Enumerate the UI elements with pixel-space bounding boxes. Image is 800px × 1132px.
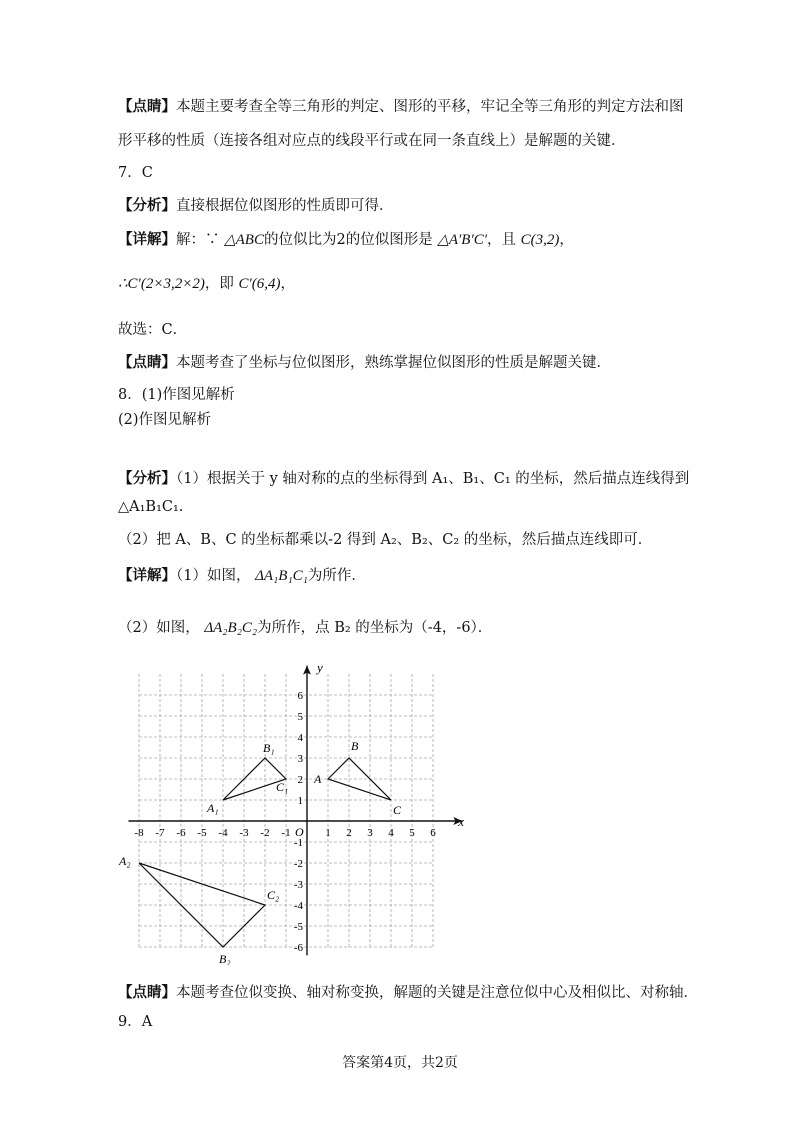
line-text: 形平移的性质（连接各组对应点的线段平行或在同一条直线上）是解题的关键． [118,133,626,149]
line-formula [118,274,295,294]
math-triangle-abc: △ABC [224,232,264,248]
x-tick-label: -5 [197,827,207,839]
line-text: 为所作． [307,568,366,584]
y-axis-label: y [317,665,323,675]
math-triangle-a2b2c2: ΔA₂B₂C₂ [204,620,258,636]
line-text: ，即 [204,276,234,292]
x-tick-label: -4 [218,827,228,839]
line-1 [118,97,684,117]
line-guxuan [118,320,187,340]
line-dianjing-8 [118,983,698,1003]
y-tick-label: 5 [297,711,303,723]
line-text: 直接根据位似图形的性质即可得． [176,198,394,214]
line-dianjing-7 [118,353,611,373]
line-text: ， [559,232,574,248]
line-triangle-a1 [118,497,183,517]
y-tick-label: -3 [293,879,303,891]
math-point-c: C(3,2) [520,232,560,248]
line-text: 为所作，点 B₂ 的坐标为（-4，-6）． [257,620,493,636]
line-text: 本题考查位似变换、轴对称变换，解题的关键是注意位似中心及相似比、对称轴． [176,985,698,1001]
line-xiangjie-8-2 [118,618,492,638]
math-c-prime: C′(6,4) [238,276,281,292]
y-tick-label: -6 [293,942,303,954]
tag-xiangjie: 【详解】 [118,567,176,584]
y-tick-label: 4 [297,732,303,744]
x-tick-label: 4 [388,827,394,839]
math-triangle-a-prime: △A′B′C′ [437,232,488,248]
vertex-label: A₂ [119,854,131,868]
line-text: ，且 [487,232,517,248]
line-text: （2）如图， [118,620,200,636]
tag-dianjing: 【点睛】 [118,98,176,115]
y-tick-label: -4 [293,900,303,912]
line-xiangjie-7 [118,230,574,250]
vertex-label: C [393,803,402,817]
page-footer: 答案第4页，共2页 [342,1055,458,1071]
line-xiangjie-8-1 [118,566,366,586]
line-text: 本题考查了坐标与位似图形，熟练掌握位似图形的性质是解题关键． [176,355,611,371]
x-tick-label: -2 [260,827,270,839]
line-text: 的位似比为2的位似图形是 [263,232,433,248]
vertex-label: B₁ [263,741,275,755]
math-triangle-a1b1c1: ΔA₁B₁C₁ [255,568,308,584]
answer-8-2 [118,410,211,430]
coordinate-figure [118,665,488,965]
line-2 [118,131,626,151]
vertex-label: A [314,772,322,786]
x-tick-label: 2 [346,827,352,839]
vertex-label: C₂ [267,888,280,902]
line-text: 8．(1)作图见解析 [118,387,235,403]
tag-fenxi: 【分析】 [118,197,176,214]
tag-fenxi: 【分析】 [118,470,176,487]
line-text: 解：∵ [176,232,220,248]
x-tick-label: -7 [155,827,165,839]
y-tick-label: -2 [293,858,303,870]
y-tick-label: -5 [293,921,303,933]
vertex-label: A₁ [207,801,219,815]
x-axis-label: x [458,814,464,829]
x-tick-label: -6 [176,827,186,839]
x-tick-label: -1 [281,827,291,839]
line-text: △A₁B₁C₁. [118,499,184,515]
answer-7 [118,163,153,183]
line-text: ， [280,276,295,292]
answer-9 [118,1012,152,1032]
line-text: 9．A [118,1014,153,1030]
y-tick-label: 1 [297,795,303,807]
math-c-prime-calc: ∴C′(2×3,2×2) [118,276,205,292]
x-tick-label: -8 [134,827,144,839]
answer-8-1 [118,385,235,405]
line-text: 本题主要考查全等三角形的判定、图形的平移，牢记全等三角形的判定方法和图 [176,99,684,115]
x-tick-label: -3 [239,827,249,839]
line-text: （1）如图， [176,568,251,584]
y-tick-label: 6 [297,690,303,702]
line-fenxi-7 [118,196,394,216]
x-tick-label: 6 [430,827,436,839]
tag-dianjing: 【点睛】 [118,984,176,1001]
vertex-label: B [351,739,359,753]
line-text: （1）根据关于 y 轴对称的点的坐标得到 A₁、B₁、C₁ 的坐标，然后描点连线得到 [176,471,690,487]
line-text: (2)作图见解析 [118,412,212,428]
x-tick-label: 3 [367,827,373,839]
y-tick-label: -1 [293,837,303,849]
tag-dianjing: 【点睛】 [118,354,176,371]
vertex-label: B₂ [219,952,231,965]
line-fenxi-8 [118,469,689,489]
tag-xiangjie: 【详解】 [118,231,176,248]
line-text: 7．C [118,165,153,181]
y-tick-label: 2 [297,774,303,786]
line-part-2 [118,530,652,550]
x-tick-label: 1 [325,827,331,839]
line-text: 故选：C． [118,322,188,338]
vertex-label: C₁ [276,780,289,794]
line-text: （2）把 A、B、C 的坐标都乘以-2 得到 A₂、B₂、C₂ 的坐标，然后描点连线即可． [118,532,653,548]
y-tick-label: 3 [297,753,303,765]
origin-label: O [295,825,304,839]
x-tick-label: 5 [409,827,415,839]
